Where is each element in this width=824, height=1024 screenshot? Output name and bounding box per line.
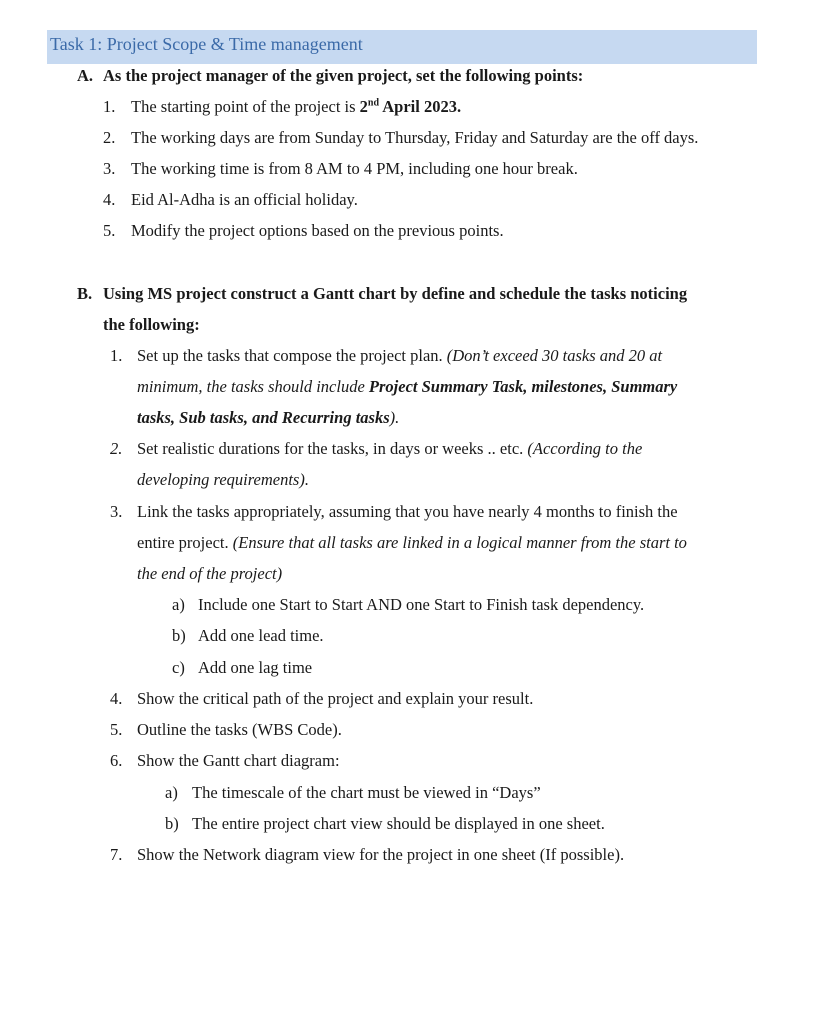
list-number: 5.: [103, 221, 116, 240]
list-item-cont: [137, 532, 687, 554]
section-a-title: As the project manager of the given project, set the following points:: [103, 66, 584, 85]
list-item-cont: developing requirements).: [137, 470, 309, 489]
list-item: [131, 96, 461, 118]
list-number: 1.: [103, 97, 116, 116]
start-date: [360, 97, 461, 116]
list-item-note: ).: [389, 408, 400, 427]
list-item-text: Set realistic durations for the tasks, in days or weeks .. etc.: [137, 439, 528, 458]
list-item: Eid Al-Adha is an official holiday.: [131, 190, 358, 209]
sublist-letter: b): [172, 626, 186, 645]
list-item-cont: [137, 407, 399, 429]
section-b-title-cont: the following:: [103, 315, 200, 334]
section-a-marker: A.: [77, 66, 94, 85]
list-item: Outline the tasks (WBS Code).: [137, 720, 342, 739]
list-item-note: (Don’t exceed 30 tasks and 20 at: [446, 346, 663, 365]
sublist-letter: c): [172, 658, 185, 677]
list-item: [137, 345, 662, 367]
list-item-text: The starting point of the project is: [131, 97, 360, 116]
list-number: 5.: [110, 720, 123, 739]
list-item: Show the Network diagram view for the project in one sheet (If possible).: [137, 845, 625, 864]
sublist-item: Add one lag time: [198, 658, 313, 677]
list-item: The working time is from 8 AM to 4 PM, including one hour break.: [131, 159, 578, 178]
list-item-emphasis: Project Summary Task, milestones, Summary: [368, 377, 678, 396]
sublist-item: The entire project chart view should be displayed in one sheet.: [192, 814, 605, 833]
sublist-letter: a): [165, 783, 178, 802]
start-date-rest: April 2023.: [379, 97, 462, 116]
list-item-text: entire project.: [137, 533, 233, 552]
list-number: 7.: [110, 845, 123, 864]
list-number: 4.: [103, 190, 116, 209]
list-number: 6.: [110, 751, 123, 770]
sublist-item: The timescale of the chart must be viewed in “Days”: [192, 783, 541, 802]
list-number: 3.: [110, 502, 123, 521]
list-item: [137, 438, 642, 460]
start-date-suffix: nd: [367, 97, 380, 109]
list-item-cont: the end of the project): [137, 564, 283, 583]
list-item-cont: [137, 376, 677, 398]
list-item-text: Set up the tasks that compose the project plan.: [137, 346, 447, 365]
list-number: 2.: [103, 128, 116, 147]
list-number: 1.: [110, 346, 123, 365]
list-number: 3.: [103, 159, 116, 178]
sublist-item: Include one Start to Start AND one Start to Finish task dependency.: [198, 595, 645, 614]
sublist-letter: b): [165, 814, 179, 833]
list-item-note: (Ensure that all tasks are linked in a logical manner from the start to: [232, 533, 687, 552]
task-heading: Task 1: Project Scope & Time management: [47, 30, 757, 64]
section-b-marker: B.: [77, 284, 93, 303]
list-number: 2.: [110, 439, 123, 458]
list-item: The working days are from Sunday to Thursday, Friday and Saturday are the off days.: [131, 128, 699, 147]
list-item: Modify the project options based on the previous points.: [131, 221, 504, 240]
section-b-title: Using MS project construct a Gantt chart by define and schedule the tasks noticing: [103, 284, 688, 303]
list-item: Show the Gantt chart diagram:: [137, 751, 340, 770]
list-item: Show the critical path of the project and explain your result.: [137, 689, 534, 708]
list-item-note: (According to the: [527, 439, 643, 458]
sublist-letter: a): [172, 595, 185, 614]
list-item-emphasis: tasks, Sub tasks, and Recurring tasks: [137, 408, 390, 427]
list-number: 4.: [110, 689, 123, 708]
list-item: Link the tasks appropriately, assuming that you have nearly 4 months to finish the: [137, 502, 678, 521]
list-item-note: minimum, the tasks should include: [137, 377, 369, 396]
start-date-day: 2: [359, 97, 368, 116]
sublist-item: Add one lead time.: [198, 626, 324, 645]
